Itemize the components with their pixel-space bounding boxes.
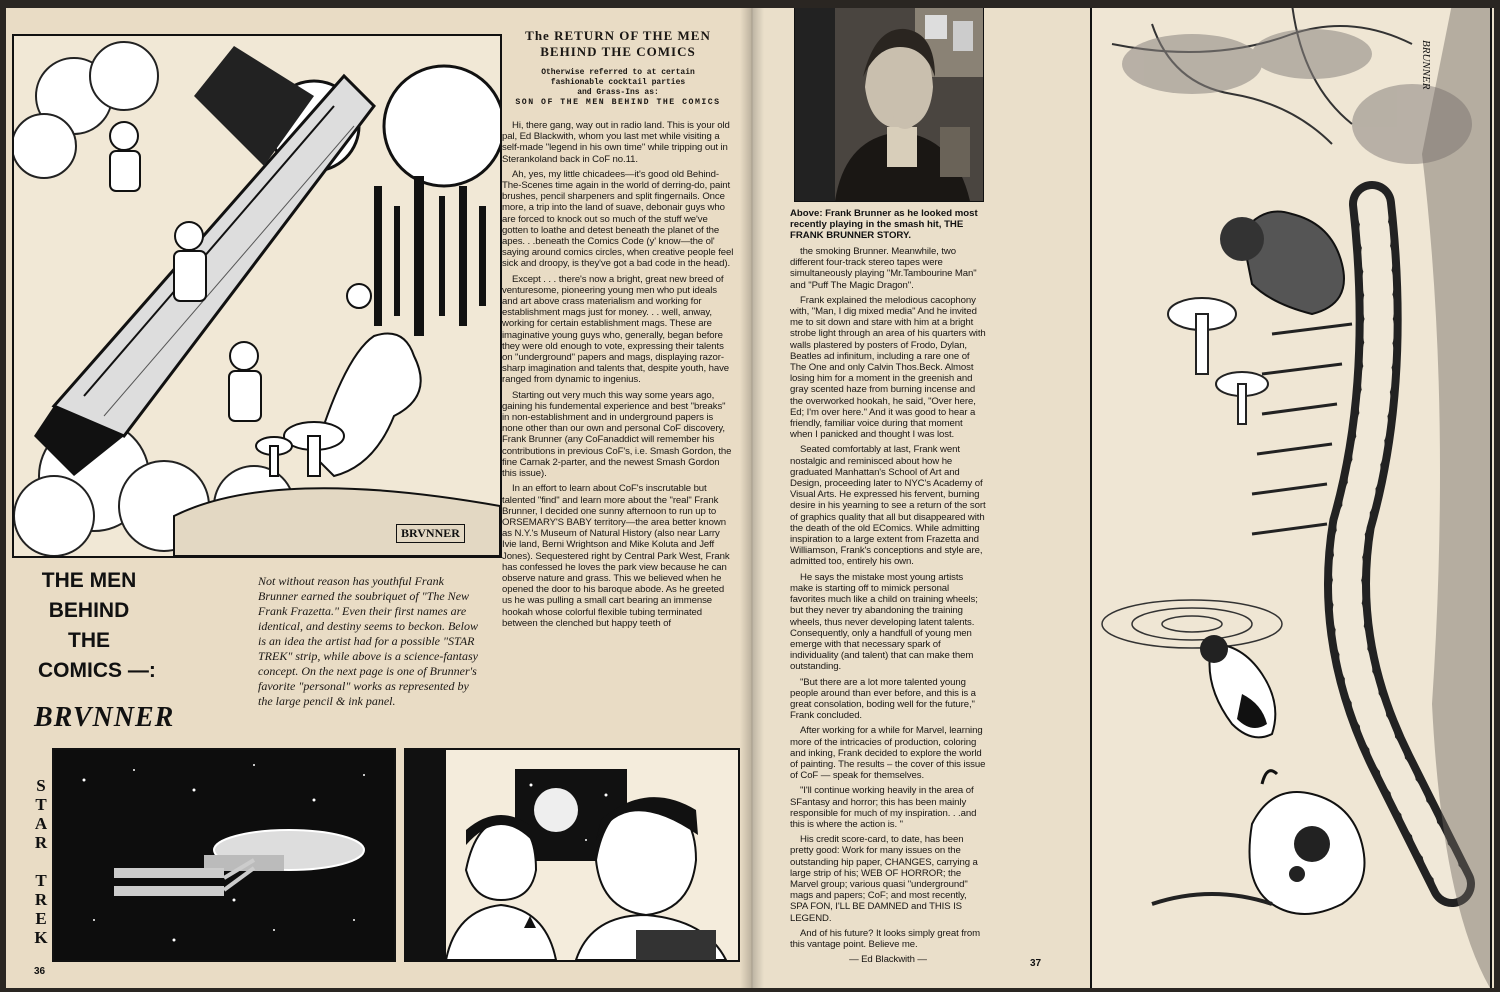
article-headline-1: The RETURN OF THE MEN (525, 28, 711, 43)
letter: E (35, 909, 47, 928)
frank-brunner-photo (794, 8, 984, 202)
spaceship-art (14, 36, 500, 556)
article-paragraph: Hi, there gang, way out in radio land. This is your old pal, Ed Blackwith, whom you last met while visiting a self-made "legend in his own time" while tripping out in Sterankoland back in CoF no.11. (502, 120, 730, 165)
title-line: COMICS —: (38, 659, 156, 682)
intro-paragraph: Not without reason has youthful Frank Brunner earned the soubriquet of "The New Frank Frazetta." Even their first names are identical, and destiny seems to beckon. Below is an idea the artist had for a possible "STAR TREK" strip, while above is a science-fantasy concept. On the next page is one of Brunner's favorite "personal" works as represented by the large pencil & ink panel. (258, 574, 479, 708)
article-headline-2: BEHIND THE COMICS (540, 44, 696, 59)
star-trek-vertical-label (30, 776, 52, 947)
article-column-2 (790, 246, 986, 969)
portrait-photo (795, 8, 983, 201)
brunner-logo: BRVNNER (34, 702, 175, 733)
page-number-right: 37 (1030, 958, 1042, 969)
article-paragraph: After working for a while for Marvel, learning more of the intricacies of production, coloring and inking, Frank decided to explore the world of painting. The results – the cover of this issue of CoF — speak for themselves. (790, 725, 986, 782)
pencil-ink-panel (1090, 8, 1492, 988)
men-behind-comics-title (24, 566, 154, 686)
letter: T (35, 871, 47, 890)
title-line: BEHIND (48, 599, 130, 622)
article-paragraph: "But there are a lot more talented young people around than ever before, and this is a great consolation, boding well for the future," Frank concluded. (790, 676, 976, 722)
article-paragraph: "I'll continue working heavily in the area of SFantasy and horror; this has been mainly responsible for much of my inspiration. . .and this is where the action is. " (790, 785, 977, 830)
letter: A (34, 814, 48, 833)
letter: R (34, 833, 48, 852)
art-signature-right: BRUNNER (1420, 40, 1432, 90)
art-signature: BRVNNER (396, 524, 465, 543)
article-paragraph: Starting out very much this way some years ago, gaining his fundemental experience and best "breaks" in non-establishment and in underground papers is none other than our own and personal CoF discovery, Frank Brunner (any CoFanaddict will remember his contributions in previous CoF's, i.e. Smash Gordon, the fine Carnak 2-parter, and the newest Smash Gordon this issue). (502, 389, 732, 480)
spock-kirk-art (406, 750, 738, 960)
article-paragraph: And of his future? It looks simply great from this vantage point. Believe me. (790, 927, 980, 950)
science-fantasy-illustration (12, 34, 502, 558)
article-paragraph: Seated comfortably at last, Frank went nostalgic and reminisced about how he graduated Manhattan's School of Art and Design, proceeding later to NYC's Academy of Visual Arts. He expressed his fervent, burning desire in his yearning to see a return of the sort of graphics quality that all but disappeared with the death of the old EComics. While admitting inspiration to a large extent from Frazetta and Williamson, Frank's conceptions and style are, admitted too, entirely his own. (790, 444, 986, 568)
center-gutter (740, 8, 764, 988)
letter: T (35, 795, 47, 814)
star-trek-enterprise-panel (52, 748, 396, 962)
letter: S (36, 776, 46, 795)
letter: R (34, 890, 48, 909)
fantasy-landscape-art (1092, 8, 1490, 988)
enterprise-art (54, 750, 394, 960)
title-line: THE (68, 629, 110, 652)
article-column-1 (502, 28, 734, 633)
article-paragraph: In an effort to learn about CoF's inscrutable but talented "find" and learn more about the "real" Frank Brunner, I decided one sunny afternoon to run up to ORSEMARY'S BABY territory—the area better known as N.Y.'s Museum of Natural History (also near Larry Ivie land, Berni Wrightson and Mike Koluta and Jeff Jones). Sequestered right by Central Park West, Frank has confessed he loves the park view because he can observe nature and grass. This we believed when he opened the door to his baroque abode. As he greeted us he was pulling a small cart bearing an immense hookah whose colorful flexible tubing terminated between the clenched but happy teeth of (502, 483, 730, 629)
star-trek-crew-panel (404, 748, 740, 962)
byline: — Ed Blackwith — (849, 954, 927, 966)
letter: K (34, 928, 48, 947)
article-paragraph: His credit score-card, to date, has been pretty good: Work for many issues on the outstanding hip paper, CHANGES, carrying a large strip of his; WEB OF HORROR; the Marvel group; various quasi "underground" mags and papers; CoF; and most recently, SPA FON, I'LL BE DAMNED and THIS IS LEGEND. (790, 834, 978, 924)
letter (30, 852, 52, 871)
article-paragraph: Except . . . there's now a bright, great new breed of venturesome, pioneering young men who put ideals and art above crass materialism and working for establishment mags just for money. . . well, anway, working for certain establishment mags. These are imaginative young guys who, generally, began before they were old enough to vote, expressing their talents on "underground" papers and mags, displaying razor-sharp imagination and talents that, despite youth, have ranged from dynamic to ingenius. (502, 273, 730, 386)
title-line: THE MEN (41, 569, 137, 592)
article-subhead-2: fashionable cocktail parties (550, 78, 686, 87)
article-subhead-1: Otherwise referred to at certain (541, 68, 695, 77)
photo-caption: Above: Frank Brunner as he looked most recently playing in the smash hit, THE FRANK BRUNNER STORY. (790, 208, 978, 241)
article-paragraph: Frank explained the melodious cacophony with, "Man, I dig mixed media" And he invited me to sit down and stare with him at a bright strobe light through an area of his quarters with walls plastered by posters of Frodo, Dylan, Beatles ad infinitum, including a rare one of The One and only Calvin Thos.Beck. Almost losing him for a moment in the greenish and gray scented haze from burning incense and the overworked hookah, he said, "Over here, Ed; I'm over here." And it was good to hear a friendly, familiar voice during that moment when I panicked and thought I was lost. (790, 294, 986, 441)
page-number-left: 36 (34, 966, 46, 977)
article-subhead-3: and Grass-Ins as: (577, 88, 659, 97)
article-paragraph: the smoking Brunner. Meanwhile, two different four-track stereo tapes were simultaneously playing "Mr.Tambourine Man" and "Puff The Magic Dragon". (790, 246, 977, 291)
article-paragraph: He says the mistake most young artists make is starting off to mimick personal favorites much like a child on training wheels; but they never try abandoning the training wheels, thus never developing latent talents. Consequently, only a handfull of young men emerge with that necessary spark of individuality (and talent) that can make them outstanding. (790, 571, 978, 673)
article-subhead-4: SON OF THE MEN BEHIND THE COMICS (515, 98, 721, 107)
article-paragraph: Ah, yes, my little chicadees—it's good old Behind-The-Scenes time again in the world of derring-do, paint brushes, pencil sharpeners and split fingernails. Once more, a trip into the land of suave, debonair guys who are forced to knock out so much of the stuff we've gotten to loathe and detest beneath the planet of the apes. . .beneath the Comics Code (y' know—the ol' saying around comics circles, when creative people feel sick and droopy, is they've got a bad code in the head). (502, 168, 734, 270)
